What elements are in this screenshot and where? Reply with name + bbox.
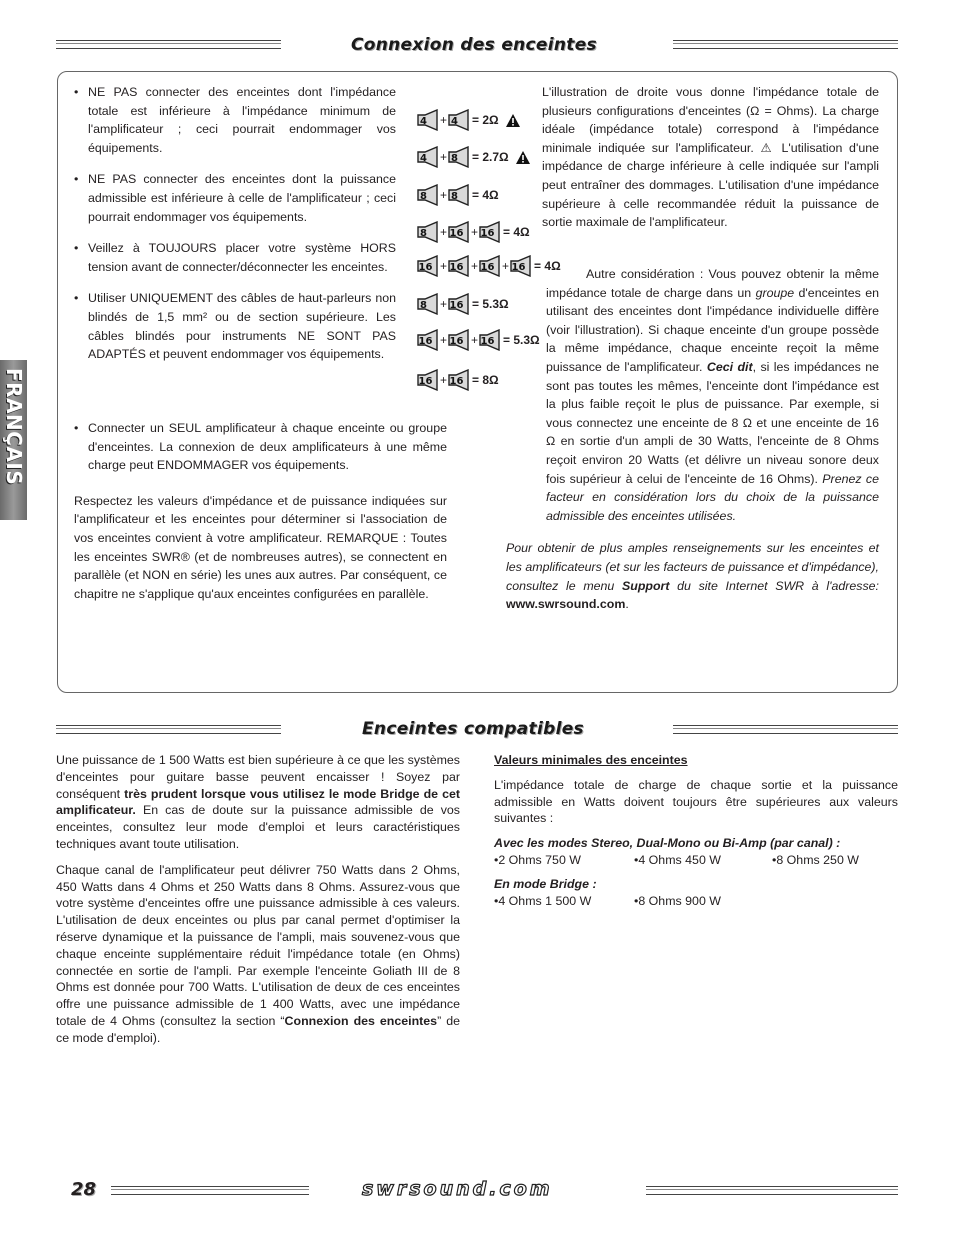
warning-list [74, 83, 396, 364]
warning-icon [505, 113, 521, 128]
impedance-result: = 2.7Ω [472, 150, 509, 164]
p2d: Prenez ce facteur en considération lors du choix de la puissance admissible des enceintes utilisées. [546, 471, 879, 523]
section2-rule-right [673, 725, 898, 734]
bridge-warning-paragraph [56, 752, 460, 853]
other-consideration-paragraph [506, 265, 879, 525]
s2p2b: ” de ce mode d'emploi). [56, 1013, 460, 1045]
min-values-title: Valeurs minimales des enceintes [494, 753, 688, 767]
impedance-row [417, 292, 509, 316]
plus-sign: + [502, 259, 510, 273]
warning-item: • Connecter un SEUL amplificateur à chaque enceinte ou groupe d'enceintes. La connexion de deux amplificateurs à une même charge peut ENDOMMAGER vos équipements. [74, 419, 447, 475]
connexion-right-column-2 [506, 265, 879, 614]
page-number: 28 [71, 1179, 97, 1200]
plus-sign: + [440, 373, 448, 387]
speaker-icon [417, 221, 439, 243]
speaker-ohms: 16 [480, 228, 495, 239]
speaker-icon [417, 255, 439, 277]
impedance-result: = 4Ω [534, 259, 561, 273]
min-values-paragraph: L'impédance totale de charge de chaque sortie et la puissance admissible en Watts doivent toujours être supérieures aux valeurs suivantes : [494, 777, 898, 826]
p3-end: . [625, 597, 629, 612]
speaker-ohms: 16 [511, 262, 526, 273]
stereo-value: •2 Ohms 750 W [494, 852, 581, 867]
section-title-connexion: Connexion des enceintes [351, 35, 597, 55]
channel-power-paragraph [56, 862, 460, 1047]
s2p1a: Une puissance de 1 500 Watts est bien supérieure à ce que les systèmes d'enceintes pour guitare basse peuvent encaisser ! Soyez par conséquent [56, 753, 460, 801]
plus-sign: + [440, 333, 448, 347]
p2-ceci: Ceci dit [706, 359, 753, 374]
plus-sign: + [440, 188, 448, 202]
bridge-value: •4 Ohms 1 500 W [494, 893, 592, 908]
illustration-paragraph: L'illustration de droite vous donne l'impédance totale de plusieurs configurations d'enceintes (Ω = Ohms). La charge idéale (impédance totale) correspond à l'impédance minimale indiquée sur l'amplificateur. ⚠ L'utilisation d'une impédance de charge inférieure à celle indiquée sur l'ampli peut entraîner des dommages. L'utilisation d'une impédance supérieure à celle recommandée réduit la puissance de sortie maximale de l'amplificateur. [542, 85, 879, 230]
warning-list-2 [74, 419, 447, 475]
impedance-row [417, 368, 499, 392]
speaker-icon [417, 329, 439, 351]
impedance-result: = 8Ω [472, 373, 499, 387]
compatibles-left-column [56, 752, 460, 1047]
footer-rule-left [111, 1186, 309, 1195]
plus-sign: + [440, 297, 448, 311]
speaker-ohms: 8 [420, 228, 427, 239]
impedance-row [417, 220, 530, 244]
speaker-ohms: 16 [418, 262, 433, 273]
plus-sign: + [471, 333, 479, 347]
warning-item: • NE PAS connecter des enceintes dont la puissance admissible est inférieure à celle de l'amplificateur ; ceci pourrait endommager vos équipements. [74, 170, 396, 226]
stereo-values [494, 852, 898, 869]
plus-sign: + [471, 225, 479, 239]
more-info-paragraph [506, 539, 879, 613]
header-rule-right [673, 40, 898, 49]
impedance-result: = 4Ω [503, 225, 530, 239]
speaker-icon [448, 369, 470, 391]
language-tab-label: FRANÇAIS [2, 368, 26, 486]
speaker-ohms: 16 [418, 336, 433, 347]
plus-sign: + [440, 259, 448, 273]
support-link[interactable]: Support [621, 578, 670, 593]
footer-site: swrsound.com [362, 1178, 553, 1200]
plus-sign: + [440, 150, 448, 164]
speaker-icon [479, 221, 501, 243]
impedance-row [417, 183, 499, 207]
impedance-row [417, 145, 531, 169]
p2c: , si les impédances ne sont pas toutes les mêmes, l'enceinte dont l'impédance est la plus faible reçoit le plus de puissance. Par exemple, si vous connectez une enceinte de 8 Ω et une enceinte de 16 Ω en sortie d'un ampli de 30 Watts, l'enceinte de 8 Ohms reçoit environ 20 Watts (et délivre un niveau sonore deux fois supérieur à celui de l'enceinte de 16 Ohms). [546, 359, 880, 486]
impedance-result: = 5.3Ω [503, 333, 540, 347]
speaker-ohms: 16 [449, 300, 464, 311]
compatibles-right-column [494, 752, 898, 909]
speaker-icon [479, 255, 501, 277]
speaker-icon [417, 369, 439, 391]
speaker-ohms: 16 [418, 376, 433, 387]
speaker-ohms: 16 [449, 228, 464, 239]
warning-item: • NE PAS connecter des enceintes dont l'impédance totale est inférieure à l'impédance minimum de l'amplificateur ; ceci pourrait endommager vos équipements. [74, 83, 396, 157]
connexion-right-column [542, 83, 879, 232]
speaker-ohms: 8 [420, 191, 427, 202]
p2-groupe: groupe [755, 285, 795, 300]
s2p1-bold: très prudent lorsque vous utilisez le mode Bridge de cet amplificateur. [56, 786, 460, 818]
footer-rule-right [646, 1186, 898, 1195]
s2p1b: En cas de doute sur la puissance admissible de vos enceintes, consultez leur mode d'emploi et leurs caractéristiques techniques avant toute utilisation. [56, 803, 460, 851]
bridge-value: •8 Ohms 900 W [634, 893, 721, 908]
warning-icon [515, 150, 531, 165]
s2p2-bold: Connexion des enceintes [284, 1013, 438, 1028]
p3a: Pour obtenir de plus amples renseignements sur les enceintes et les amplificateurs (et sur les facteurs de puissance et d'impédance), consultez le menu [506, 541, 879, 593]
impedance-result: = 5.3Ω [472, 297, 509, 311]
plus-sign: + [440, 225, 448, 239]
impedance-result: = 2Ω [472, 113, 499, 127]
warning-item: • Utiliser UNIQUEMENT des câbles de haut-parleurs non blindés de 1,5 mm² ou de section supérieure. Les câbles blindés pour instruments NE SONT PAS ADAPTÉS et peuvent endommager vos équipements. [74, 289, 396, 363]
impedance-row [417, 108, 521, 132]
speaker-icon [479, 329, 501, 351]
speaker-icon [417, 184, 439, 206]
s2p2a: Chaque canal de l'amplificateur peut délivrer 750 Watts dans 2 Ohms, 450 Watts dans 4 Ohms et 250 Watts dans 8 Ohms. Assurez-vous que votre système d'enceintes offre une puissance admissible à ces valeurs. L'utilisation de deux enceintes ou plus par canal permet d'optimiser la réserve dynamique et la puissance de l'ampli, mais souvenez-vous que chaque enceinte supplémentaire réduit l'impédance totale (en Ohms) connectée en sortie de l'ampli. Par exemple l'enceinte Goliath III de 8 Ohms est donnée pour 700 Watts. L'utilisation de deux de ces enceintes offre une puissance admissible de 1 400 Watts, avec une impédance totale de 4 Ohms (consultez la section “ [56, 862, 460, 1028]
speaker-ohms: 16 [480, 336, 495, 347]
speaker-ohms: 4 [420, 116, 427, 127]
speaker-icon [417, 109, 439, 131]
speaker-icon [448, 146, 470, 168]
header-rule-left [56, 40, 281, 49]
speaker-ohms: 16 [449, 336, 464, 347]
section2-rule-left [56, 725, 281, 734]
speaker-icon [448, 293, 470, 315]
connexion-left-column [74, 83, 396, 377]
speaker-ohms: 4 [451, 116, 458, 127]
speaker-ohms: 16 [449, 262, 464, 273]
speaker-icon [417, 146, 439, 168]
stereo-value: •8 Ohms 250 W [772, 852, 859, 867]
speaker-ohms: 8 [420, 300, 427, 311]
plus-sign: + [471, 259, 479, 273]
impedance-result: = 4Ω [472, 188, 499, 202]
section-title-compatibles: Enceintes compatibles [362, 719, 584, 739]
bridge-values [494, 893, 898, 910]
speaker-ohms: 4 [420, 153, 427, 164]
speaker-icon [448, 221, 470, 243]
speaker-icon [417, 293, 439, 315]
speaker-ohms: 16 [449, 376, 464, 387]
speaker-icon [448, 109, 470, 131]
speaker-icon [448, 329, 470, 351]
bridge-label: En mode Bridge : [494, 876, 597, 891]
p2a: Autre considération : Vous pouvez obtenir la même impédance totale de charge dans un [546, 267, 879, 300]
speaker-ohms: 16 [480, 262, 495, 273]
speaker-ohms: 8 [451, 153, 458, 164]
p3b: du site Internet SWR à l'adresse: [669, 578, 879, 593]
warning-item: • Veillez à TOUJOURS placer votre système HORS tension avant de connecter/déconnecter les enceintes. [74, 239, 396, 276]
impedance-note: Respectez les valeurs d'impédance et de puissance indiquées sur l'amplificateur et les enceintes pour déterminer si l'association de vos enceintes convient à votre amplificateur. REMARQUE : Toutes les enceintes SWR® (et de nombreuses autres), se connectent en parallèle (et NON en série) les unes aux autres. Par conséquent, ce chapitre ne s'applique qu'aux enceintes configurées en parallèle. [74, 493, 447, 601]
speaker-icon [448, 184, 470, 206]
plus-sign: + [440, 113, 448, 127]
stereo-label: Avec les modes Stereo, Dual-Mono ou Bi-Amp (par canal) : [494, 836, 841, 851]
website-link[interactable]: www.swrsound.com [506, 597, 626, 612]
connexion-left-column-wide [74, 419, 447, 603]
speaker-icon [448, 255, 470, 277]
stereo-value: •4 Ohms 450 W [634, 852, 721, 867]
speaker-ohms: 8 [451, 191, 458, 202]
p2b: d'enceintes en utilisant des enceintes dont l'impédance individuelle diffère (voir l'illustration). Si chaque enceinte d'un groupe possède la même impédance, chaque enceinte reçoit la même puissance de l'amplificateur. [546, 285, 880, 374]
